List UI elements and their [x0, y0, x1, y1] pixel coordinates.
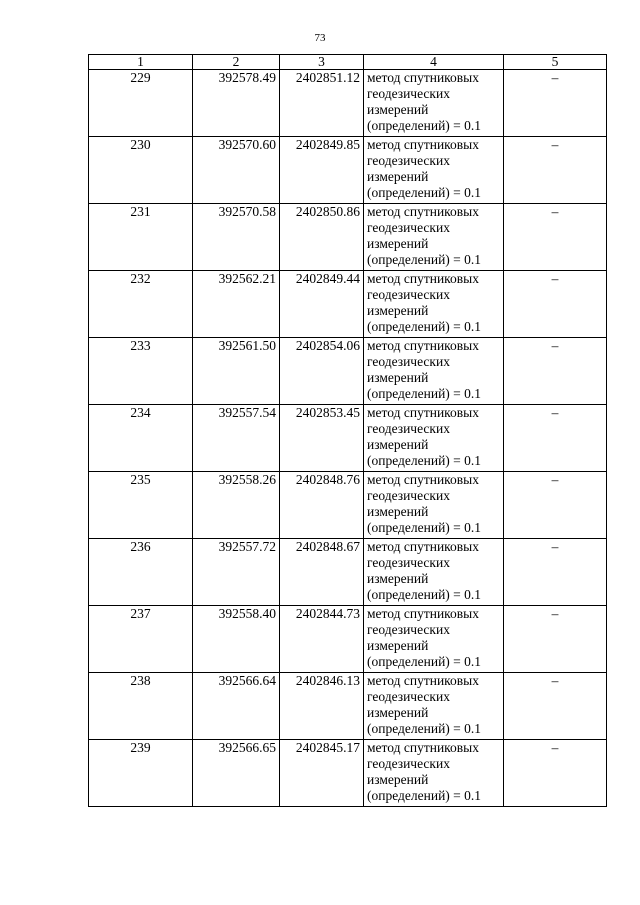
coordinates-table [88, 54, 607, 807]
method-cell [364, 472, 504, 539]
method-line: (определений) = 0.1 [367, 453, 482, 468]
point-number-cell: 232 [89, 271, 193, 338]
method-line: (определений) = 0.1 [367, 587, 482, 602]
method-line: геодезических [367, 421, 450, 436]
table-row [89, 338, 607, 405]
method-line: измерений [367, 638, 429, 653]
method-line: (определений) = 0.1 [367, 788, 482, 803]
method-line: измерений [367, 370, 429, 385]
x-coordinate-cell: 392558.26 [193, 472, 280, 539]
method-line: (определений) = 0.1 [367, 654, 482, 669]
method-line: метод спутниковых [367, 673, 479, 688]
x-coordinate-cell: 392562.21 [193, 271, 280, 338]
point-number-cell: 239 [89, 740, 193, 807]
note-cell: – [504, 137, 607, 204]
header-col-2: 2 [193, 55, 280, 70]
method-line: измерений [367, 303, 429, 318]
method-cell [364, 405, 504, 472]
point-number-cell: 229 [89, 70, 193, 137]
method-line: измерений [367, 772, 429, 787]
x-coordinate-cell: 392557.54 [193, 405, 280, 472]
x-coordinate-cell: 392561.50 [193, 338, 280, 405]
y-coordinate-cell: 2402853.45 [280, 405, 364, 472]
table-header [89, 55, 607, 70]
method-line: измерений [367, 236, 429, 251]
method-line: (определений) = 0.1 [367, 386, 482, 401]
y-coordinate-cell: 2402844.73 [280, 606, 364, 673]
point-number-cell: 236 [89, 539, 193, 606]
method-cell [364, 606, 504, 673]
x-coordinate-cell: 392570.60 [193, 137, 280, 204]
method-cell [364, 137, 504, 204]
method-line: (определений) = 0.1 [367, 118, 482, 133]
method-cell [364, 539, 504, 606]
y-coordinate-cell: 2402846.13 [280, 673, 364, 740]
method-line: измерений [367, 169, 429, 184]
table-row [89, 740, 607, 807]
method-line: измерений [367, 437, 429, 452]
note-cell: – [504, 472, 607, 539]
header-col-4: 4 [364, 55, 504, 70]
method-line: геодезических [367, 689, 450, 704]
table-row [89, 137, 607, 204]
table-row [89, 539, 607, 606]
method-line: метод спутниковых [367, 338, 479, 353]
note-cell: – [504, 338, 607, 405]
table-row [89, 271, 607, 338]
method-line: геодезических [367, 220, 450, 235]
method-cell [364, 204, 504, 271]
method-line: метод спутниковых [367, 271, 479, 286]
method-line: метод спутниковых [367, 204, 479, 219]
table-row [89, 606, 607, 673]
method-line: геодезических [367, 354, 450, 369]
method-line: (определений) = 0.1 [367, 520, 482, 535]
note-cell: – [504, 539, 607, 606]
y-coordinate-cell: 2402848.67 [280, 539, 364, 606]
table-row [89, 70, 607, 137]
method-line: геодезических [367, 86, 450, 101]
y-coordinate-cell: 2402848.76 [280, 472, 364, 539]
x-coordinate-cell: 392558.40 [193, 606, 280, 673]
x-coordinate-cell: 392566.65 [193, 740, 280, 807]
point-number-cell: 230 [89, 137, 193, 204]
method-line: геодезических [367, 287, 450, 302]
method-line: (определений) = 0.1 [367, 252, 482, 267]
method-line: (определений) = 0.1 [367, 185, 482, 200]
header-col-3: 3 [280, 55, 364, 70]
method-cell [364, 673, 504, 740]
method-line: метод спутниковых [367, 70, 479, 85]
point-number-cell: 233 [89, 338, 193, 405]
method-line: измерений [367, 102, 429, 117]
method-line: метод спутниковых [367, 606, 479, 621]
point-number-cell: 231 [89, 204, 193, 271]
point-number-cell: 238 [89, 673, 193, 740]
method-line: геодезических [367, 622, 450, 637]
note-cell: – [504, 70, 607, 137]
note-cell: – [504, 740, 607, 807]
page-number: 73 [314, 32, 326, 44]
method-line: метод спутниковых [367, 472, 479, 487]
method-line: метод спутниковых [367, 405, 479, 420]
x-coordinate-cell: 392566.64 [193, 673, 280, 740]
method-line: геодезических [367, 756, 450, 771]
method-line: геодезических [367, 555, 450, 570]
method-cell [364, 70, 504, 137]
x-coordinate-cell: 392557.72 [193, 539, 280, 606]
method-line: измерений [367, 504, 429, 519]
method-line: метод спутниковых [367, 539, 479, 554]
method-line: метод спутниковых [367, 137, 479, 152]
y-coordinate-cell: 2402849.85 [280, 137, 364, 204]
header-col-1: 1 [89, 55, 193, 70]
method-line: геодезических [367, 153, 450, 168]
y-coordinate-cell: 2402845.17 [280, 740, 364, 807]
method-line: (определений) = 0.1 [367, 319, 482, 334]
method-line: геодезических [367, 488, 450, 503]
method-cell [364, 338, 504, 405]
y-coordinate-cell: 2402851.12 [280, 70, 364, 137]
method-line: измерений [367, 571, 429, 586]
x-coordinate-cell: 392570.58 [193, 204, 280, 271]
method-cell [364, 271, 504, 338]
table-row [89, 472, 607, 539]
table-body [89, 70, 607, 807]
header-col-5: 5 [504, 55, 607, 70]
note-cell: – [504, 405, 607, 472]
y-coordinate-cell: 2402850.86 [280, 204, 364, 271]
point-number-cell: 235 [89, 472, 193, 539]
header-row [89, 55, 607, 70]
y-coordinate-cell: 2402849.44 [280, 271, 364, 338]
table-row [89, 673, 607, 740]
x-coordinate-cell: 392578.49 [193, 70, 280, 137]
y-coordinate-cell: 2402854.06 [280, 338, 364, 405]
note-cell: – [504, 204, 607, 271]
table-row [89, 204, 607, 271]
point-number-cell: 237 [89, 606, 193, 673]
method-line: (определений) = 0.1 [367, 721, 482, 736]
table-row [89, 405, 607, 472]
note-cell: – [504, 673, 607, 740]
method-line: измерений [367, 705, 429, 720]
point-number-cell: 234 [89, 405, 193, 472]
method-cell [364, 740, 504, 807]
note-cell: – [504, 271, 607, 338]
method-line: метод спутниковых [367, 740, 479, 755]
note-cell: – [504, 606, 607, 673]
